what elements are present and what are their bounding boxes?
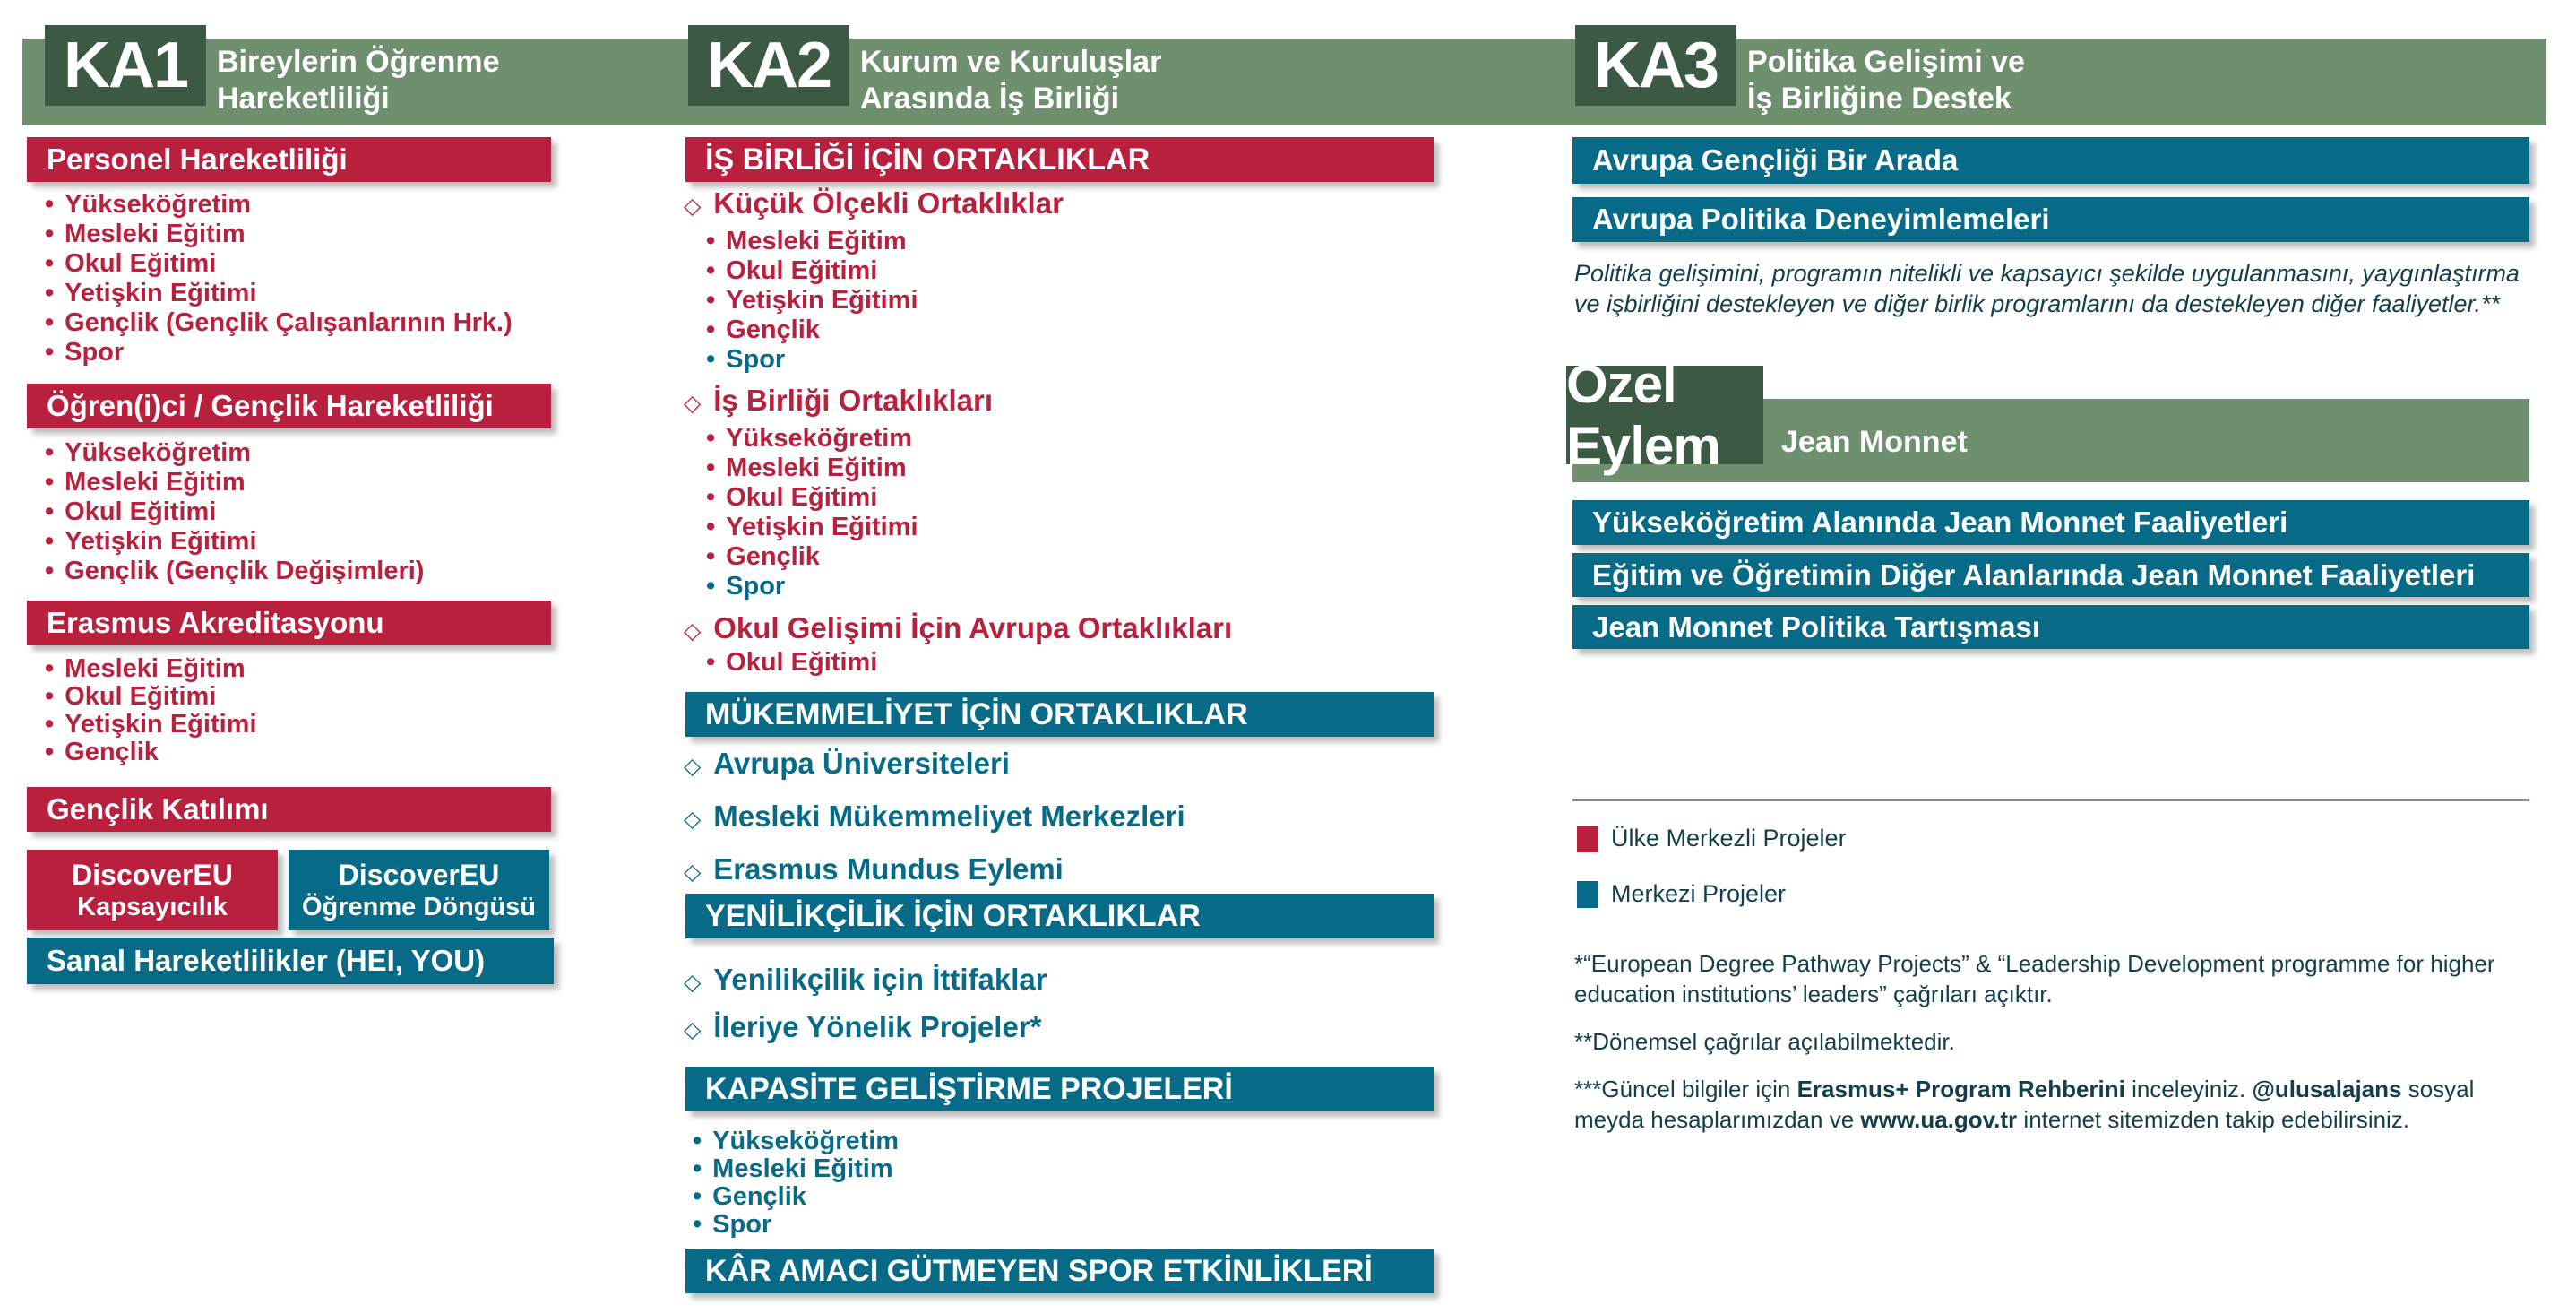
bullet-icon: • (706, 483, 716, 512)
ka1-title (217, 44, 500, 117)
bullet-icon: ◇ (684, 970, 702, 995)
ka2-yenilikcilik-list (684, 957, 1047, 1052)
list-item-label: Mesleki Eğitim (726, 227, 907, 255)
list-item (706, 572, 918, 601)
legend-divider (1572, 799, 2529, 801)
banner-label: Sanal Hareketlilikler (HEI, YOU) (47, 944, 486, 977)
bullet-icon: • (706, 316, 716, 344)
list-item-label: Yenilikçilik için İttifaklar (713, 963, 1047, 996)
list-item (693, 1155, 899, 1183)
bullet-icon: • (45, 682, 55, 711)
list-item (45, 527, 424, 557)
legend-label: Merkezi Projeler (1611, 880, 1787, 907)
subheading-label: Okul Gelişimi İçin Avrupa Ortaklıkları (713, 611, 1233, 644)
list-item-label: Okul Eğitimi (726, 648, 878, 677)
list-item (706, 316, 918, 345)
ka1-badge (45, 25, 206, 106)
bullet-icon: • (706, 286, 716, 315)
list-item (45, 279, 513, 308)
ka1-banner-sanal-hareketlilikler (27, 938, 554, 984)
banner-label: İŞ BİRLİĞİ İÇİN ORTAKLIKLAR (705, 142, 1150, 177)
bullet-icon: • (45, 438, 55, 467)
ka3-banner-jm-egitim-ogretim (1572, 553, 2529, 597)
ka1-title-line2: Hareketliliği (217, 82, 390, 116)
list-item-label: Gençlik (712, 1182, 806, 1211)
bullet-icon: • (45, 527, 55, 556)
list-item (45, 497, 424, 527)
ka3-banner-avrupa-gencligi-bir-arada (1572, 137, 2529, 184)
list-item (684, 844, 1185, 897)
ka2-title-line1: Kurum ve Kuruluşlar (860, 45, 1162, 79)
list-item (45, 190, 513, 220)
bullet-icon: • (45, 710, 55, 739)
footnote-text-bold: Erasmus+ Program Rehberini (1796, 1076, 2125, 1102)
banner-label: KÂR AMACI GÜTMEYEN SPOR ETKİNLİKLERİ (705, 1253, 1373, 1288)
list-item (45, 249, 513, 279)
box-line2: Kapsayıcılık (77, 893, 228, 921)
bullet-icon: • (706, 424, 716, 453)
list-item (45, 438, 424, 468)
list-item-label: Yetişkin Eğitimi (726, 513, 918, 541)
bullet-icon: • (45, 249, 55, 278)
bullet-icon: • (693, 1210, 702, 1239)
bullet-icon: ◇ (684, 1017, 702, 1042)
list-item (45, 711, 257, 739)
bullet-icon: • (45, 497, 55, 526)
ka3-title (1747, 44, 2025, 117)
ka3-banner-avrupa-politika-deneyimlemeleri (1572, 197, 2529, 242)
footnote-text: sosyal meyda hesaplarımızdan ve (1574, 1076, 2475, 1133)
list-item (45, 557, 424, 586)
ka2-title (860, 44, 1161, 117)
ka1-box-discovereu-kapsayicilik (27, 850, 278, 930)
bullet-icon: ◇ (684, 754, 702, 779)
legend-swatch-teal (1577, 881, 1598, 908)
bullet-icon: • (706, 454, 716, 482)
list-item (693, 1211, 899, 1239)
legend-item-merkezi (1577, 880, 1786, 908)
list-item (684, 791, 1185, 844)
ka3-badge-label: KA3 (1593, 30, 1719, 101)
diamond-icon: ◇ (684, 391, 702, 416)
ka3-policy-note: Politika gelişimini, programın nitelikli ve kapsayıcı şekilde uygulanmasını, yaygınlaştırma ve işbirliğini destekleyen ve diğer birlik programlarını da destekleyen diğer faaliyetler.** (1574, 260, 2520, 317)
bullet-icon: • (45, 308, 55, 337)
ka2-banner-yenilikcilik-icin-ortakliklar (685, 894, 1434, 938)
ka1-title-line1: Bireylerin Öğrenme (217, 45, 500, 79)
banner-label: Jean Monnet Politika Tartışması (1592, 609, 2041, 644)
list-item-label: Gençlik (65, 738, 159, 766)
list-item-label: Gençlik (Gençlik Değişimleri) (65, 557, 425, 585)
box-line2: Öğrenme Döngüsü (301, 893, 536, 921)
list-item-label: Mesleki Eğitim (65, 468, 246, 497)
list-item (684, 1005, 1047, 1052)
list-item (45, 655, 257, 683)
list-item (706, 256, 918, 286)
banner-label: Öğren(i)ci / Gençlik Hareketliliği (47, 389, 494, 422)
list-item-label: Yetişkin Eğitimi (65, 710, 257, 739)
ka2-kapasite-list (693, 1128, 899, 1239)
banner-label: Gençlik Katılımı (47, 792, 269, 826)
ka3-title-line1: Politika Gelişimi ve (1747, 45, 2025, 79)
ka2-banner-kar-amaci-gutmeyen-spor (685, 1249, 1434, 1293)
ka2-okul-gelisimi-list (706, 648, 877, 678)
ka3-badge (1575, 25, 1736, 106)
banner-label: MÜKEMMELİYET İÇİN ORTAKLIKLAR (705, 696, 1248, 731)
jean-monnet-label: Jean Monnet (1781, 425, 1968, 459)
banner-label: Avrupa Gençliği Bir Arada (1592, 143, 1959, 177)
list-item (706, 424, 918, 454)
list-item (684, 957, 1047, 1005)
ka1-banner-personel-hareketliligi (27, 137, 551, 182)
list-item-label: Mesleki Eğitim (712, 1154, 893, 1183)
list-item (45, 683, 257, 711)
footnote-1: *“European Degree Pathway Projects” & “Leadership Development programme for higher education institutions’ leaders” çağrıları açıktır. (1574, 950, 2495, 1007)
list-item (706, 227, 918, 256)
list-item-label: Yükseköğretim (65, 190, 252, 219)
list-item-label: Okul Eğitimi (726, 256, 878, 285)
list-item-label: Yetişkin Eğitimi (65, 279, 257, 307)
list-item (684, 739, 1185, 791)
bullet-icon: • (706, 542, 716, 571)
diamond-icon: ◇ (684, 618, 702, 644)
ka2-is-birligi-list (706, 424, 918, 601)
list-item-label: Spor (726, 572, 786, 601)
list-item-label: Mesleki Eğitim (726, 454, 907, 482)
ka1-akreditasyon-list (45, 655, 257, 766)
ka1-banner-erasmus-akreditasyonu (27, 601, 551, 645)
list-item (45, 308, 513, 338)
ka2-title-line2: Arasında İş Birliği (860, 82, 1120, 116)
bullet-icon: • (45, 557, 55, 585)
ka1-personel-list (45, 190, 513, 367)
list-item-label: Spor (712, 1210, 772, 1239)
ka1-badge-label: KA1 (63, 30, 188, 101)
list-item-label: Yükseköğretim (65, 438, 252, 467)
ka3-banner-jm-politika-tartismasi (1572, 605, 2529, 649)
list-item (706, 513, 918, 542)
ka3-banner-jm-yuksekogretim (1572, 500, 2529, 545)
bullet-icon: • (45, 468, 55, 497)
banner-label: Avrupa Politika Deneyimlemeleri (1592, 203, 2050, 236)
list-item-label: Okul Eğitimi (65, 682, 217, 711)
list-item-label: Spor (65, 338, 125, 367)
list-item (45, 338, 513, 367)
legend-swatch-crimson (1577, 826, 1598, 852)
list-item-label: Mesleki Mükemmeliyet Merkezleri (713, 800, 1185, 833)
bullet-icon: • (45, 338, 55, 367)
ka1-box-discovereu-ogrenme-dongusu (289, 850, 549, 930)
bullet-icon: • (693, 1127, 702, 1155)
bullet-icon: • (706, 513, 716, 541)
ka3-title-line2: İş Birliğine Destek (1747, 82, 2012, 116)
list-item-label: Gençlik (726, 542, 820, 571)
list-item (706, 345, 918, 375)
list-item-label: Yetişkin Eğitimi (65, 527, 257, 556)
bullet-icon: • (45, 738, 55, 766)
bullet-icon: • (706, 256, 716, 285)
bullet-icon: • (706, 648, 716, 677)
ka2-banner-is-birligi-icin-ortakliklar (685, 137, 1434, 182)
ka2-mukemmeliyet-list (684, 739, 1185, 897)
bullet-icon: • (45, 279, 55, 307)
ka1-ogrenci-list (45, 438, 424, 586)
list-item (45, 220, 513, 249)
ka2-kucuk-olcekli-list (706, 227, 918, 375)
ka2-banner-mukemmeliyet-icin-ortakliklar (685, 692, 1434, 737)
bullet-icon: • (706, 227, 716, 255)
list-item-label: Yetişkin Eğitimi (726, 286, 918, 315)
list-item (45, 739, 257, 766)
list-item (706, 454, 918, 483)
list-item (706, 542, 918, 572)
list-item (45, 468, 424, 497)
ka1-banner-ogrenci-genclik-hareketliligi (27, 384, 551, 428)
bullet-icon: ◇ (684, 807, 702, 832)
legend-item-ulke-merkezli (1577, 825, 1847, 852)
list-item-label: Spor (726, 345, 786, 374)
banner-label: Personel Hareketliliği (47, 143, 348, 176)
banner-label: YENİLİKÇİLİK İÇİN ORTAKLIKLAR (705, 898, 1201, 933)
ka2-badge (688, 25, 849, 106)
footnote-text: inceleyiniz. (2124, 1076, 2253, 1102)
list-item-label: Gençlik (Gençlik Çalışanlarının Hrk.) (65, 308, 513, 337)
footnote-3 (1574, 1074, 2542, 1135)
subheading-label: İş Birliği Ortaklıkları (713, 384, 994, 417)
ka2-subheading-is-birligi-ortakliklari (684, 384, 993, 418)
footnote-text: ***Güncel bilgiler için (1574, 1076, 1797, 1102)
footnote-text-bold: @ulusalajans (2252, 1076, 2402, 1102)
bullet-icon: • (45, 654, 55, 683)
list-item-label: Yükseköğretim (726, 424, 913, 453)
ka2-subheading-kucuk-olcekli-ortakliklar (684, 186, 1064, 220)
list-item-label: Yükseköğretim (712, 1127, 900, 1155)
footnote-text: internet sitemizden takip edebilirsiniz. (2017, 1106, 2410, 1133)
box-line1: DiscoverEU (338, 859, 500, 891)
subheading-label: Küçük Ölçekli Ortaklıklar (713, 186, 1064, 220)
ozel-eylem-title: Özel Eylem (1566, 354, 1720, 476)
list-item-label: Mesleki Eğitim (65, 220, 246, 248)
ka2-banner-kapasite-gelistirme-projeleri (685, 1067, 1434, 1111)
banner-label: Erasmus Akreditasyonu (47, 606, 384, 639)
footnote-text-bold: www.ua.gov.tr (1860, 1106, 2018, 1133)
list-item-label: Mesleki Eğitim (65, 654, 246, 683)
list-item (693, 1128, 899, 1155)
list-item-label: Okul Eğitimi (65, 249, 217, 278)
list-item (706, 483, 918, 513)
ozel-eylem-badge (1566, 354, 1763, 476)
banner-label: Eğitim ve Öğretimin Diğer Alanlarında Jean Monnet Faaliyetleri (1592, 558, 2476, 592)
bullet-icon: • (45, 190, 55, 219)
bullet-icon: ◇ (684, 860, 702, 885)
list-item-label: Avrupa Üniversiteleri (713, 747, 1010, 780)
list-item (693, 1183, 899, 1211)
bullet-icon: • (45, 220, 55, 248)
banner-label: Yükseköğretim Alanında Jean Monnet Faaliyetleri (1592, 506, 2288, 539)
list-item-label: Okul Eğitimi (726, 483, 878, 512)
bullet-icon: • (693, 1182, 702, 1211)
list-item (706, 286, 918, 316)
list-item-label: Okul Eğitimi (65, 497, 217, 526)
list-item-label: Gençlik (726, 316, 820, 344)
bullet-icon: • (706, 345, 716, 374)
bullet-icon: • (706, 572, 716, 601)
ka1-banner-genclik-katilimi (27, 787, 551, 832)
list-item-label: İleriye Yönelik Projeler* (713, 1010, 1042, 1043)
bullet-icon: • (693, 1154, 702, 1183)
diamond-icon: ◇ (684, 194, 702, 219)
box-line1: DiscoverEU (72, 859, 233, 891)
ka2-badge-label: KA2 (706, 30, 831, 101)
ka2-subheading-okul-gelisimi-avrupa-ortakliklari (684, 611, 1232, 645)
list-item-label: Erasmus Mundus Eylemi (713, 852, 1064, 886)
legend-label: Ülke Merkezli Projeler (1611, 825, 1847, 852)
footnote-2: **Dönemsel çağrılar açılabilmektedir. (1574, 1028, 1955, 1055)
banner-label: KAPASİTE GELİŞTİRME PROJELERİ (705, 1071, 1233, 1106)
list-item (706, 648, 877, 678)
